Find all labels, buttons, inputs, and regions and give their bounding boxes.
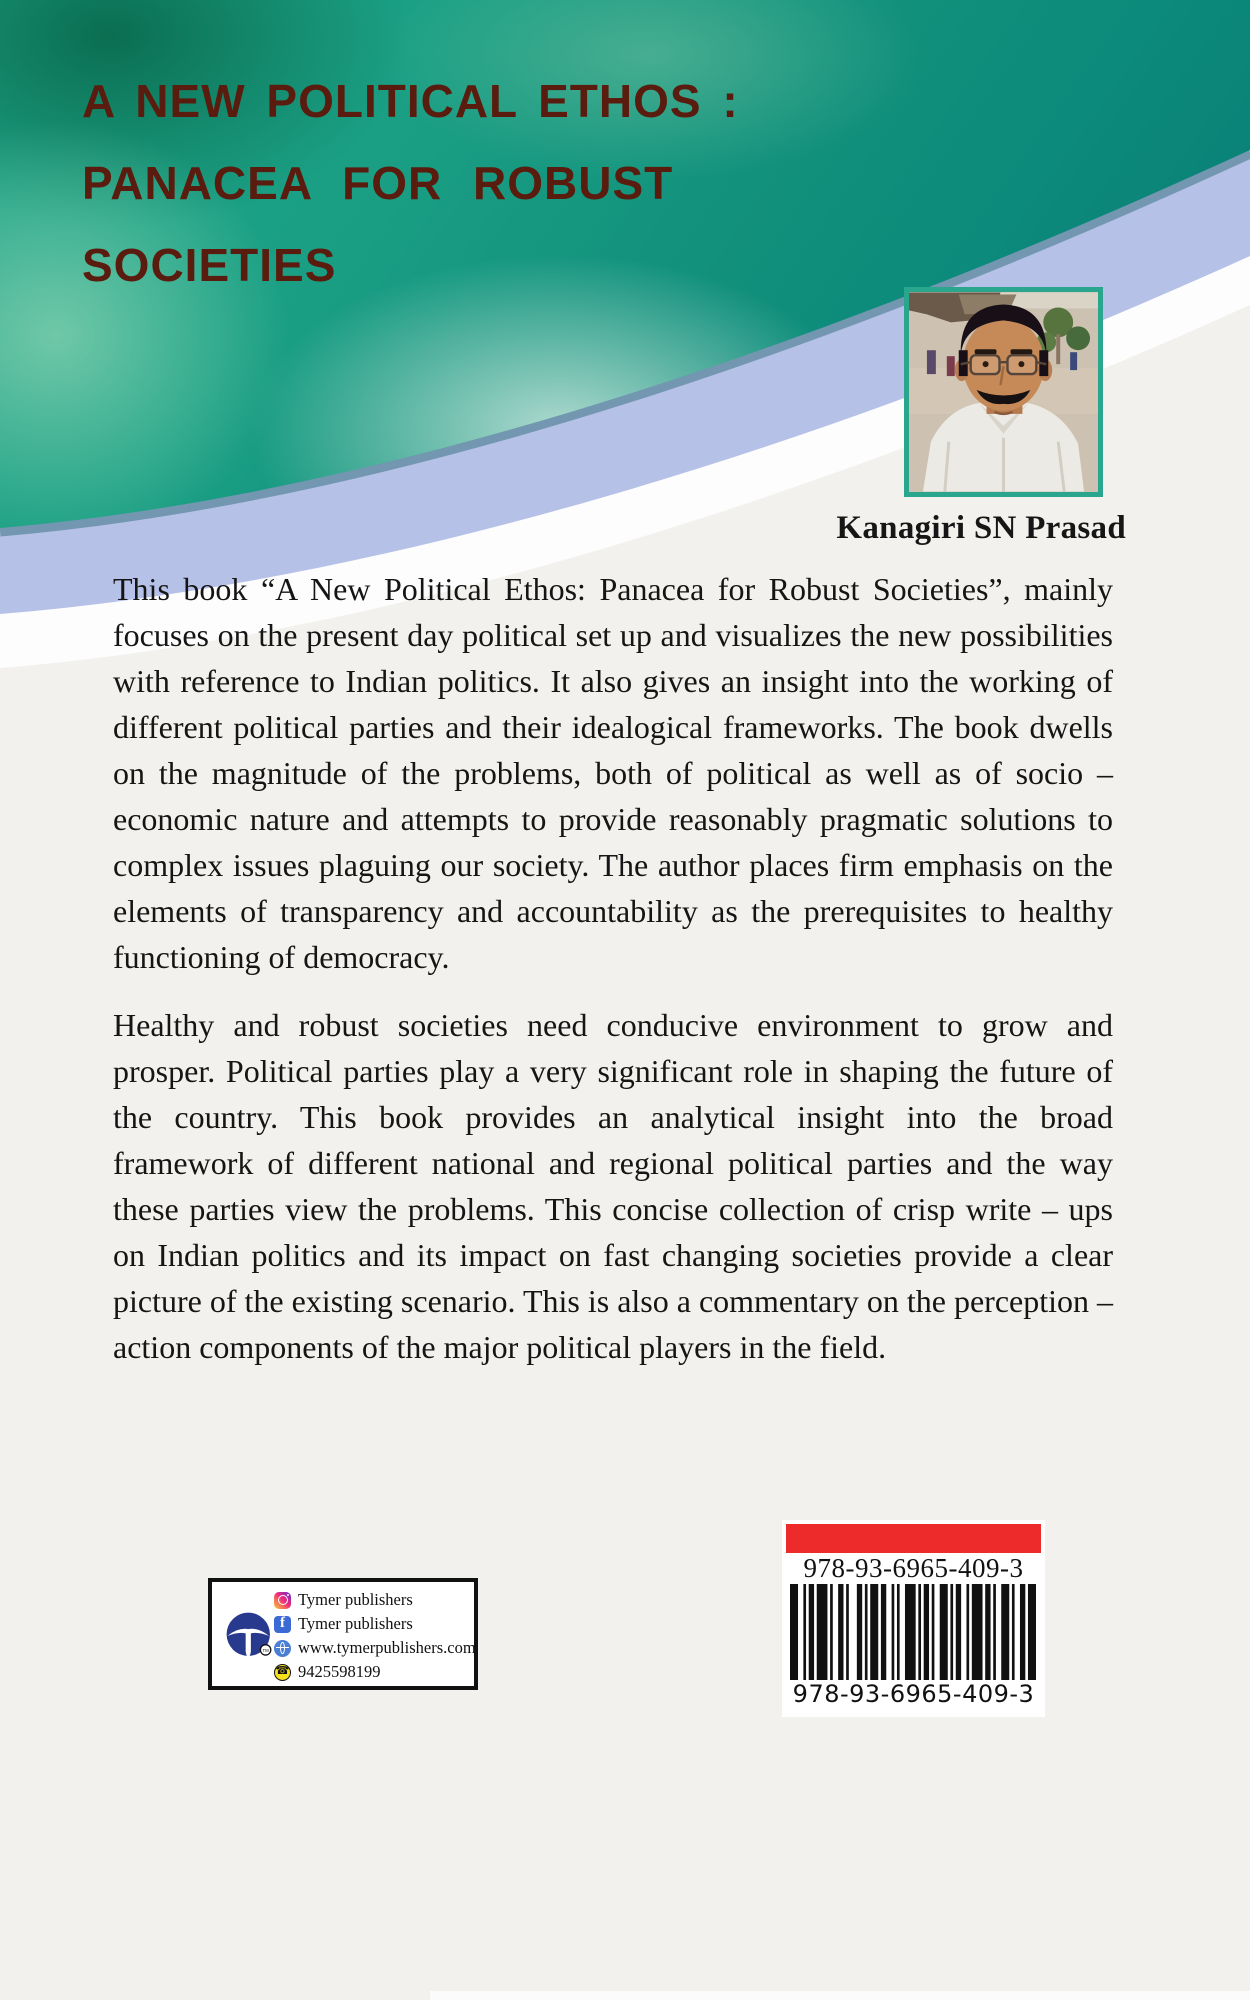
globe-icon [274, 1640, 291, 1657]
tymer-logo [224, 1610, 276, 1662]
isbn-red-bar [786, 1524, 1041, 1553]
synopsis-paragraph-2: Healthy and robust societies need conducive environment to grow and prosper. Political parties play a very significant role in shaping the future of the country. This book provides an analytical insight into the broad framework of different national and regional political parties and the way these parties view the problems. This concise collection of crisp write – ups on Indian politics and its impact on fast changing societies provide a clear picture of the existing scenario. This is also a commentary on the perception – action components of the major political players in the field. [113, 1007, 1114, 1365]
phone-icon [274, 1664, 291, 1681]
isbn-block [782, 1520, 1045, 1717]
barcode [790, 1584, 1036, 1680]
title-line-3: SOCIETIES [82, 239, 337, 291]
publisher-row-instagram [274, 1588, 470, 1612]
bottom-white-strip [430, 1991, 1250, 2000]
publisher-row-website [274, 1636, 476, 1660]
publisher-row-facebook [274, 1612, 470, 1636]
publisher-facebook-handle: Tymer publishers [298, 1614, 413, 1633]
publisher-card [208, 1578, 478, 1690]
synopsis-paragraph-1: This book “A New Political Ethos: Panacea for Robust Societies”, mainly focuses on the present day political set up and visualizes the new possibilities with reference to Indian politics. It also gives an insight into the working of different political parties and their idealogical frameworks. The book dwells on the magnitude of the problems, both of political as well as of socio – economic nature and attempts to provide reasonably pragmatic solutions to complex issues plaguing our society. The author places firm emphasis on the elements of transparency and accountability as the prerequisites to healthy functioning of democracy. [113, 571, 1113, 975]
publisher-row-phone [274, 1660, 470, 1684]
publisher-instagram-handle: Tymer publishers [298, 1590, 413, 1609]
isbn-number-top: 978-93-6965-409-3 [803, 1553, 1024, 1583]
book-title [82, 60, 842, 306]
logo-tm-mark: TM [262, 1648, 269, 1654]
isbn-number-bottom: 978-93-6965-409-3 [792, 1680, 1035, 1708]
author-portrait-graphic [909, 292, 1098, 492]
publisher-phone: 9425598199 [298, 1662, 381, 1681]
author-name: Kanagiri SN Prasad [836, 510, 1126, 546]
instagram-icon [274, 1592, 291, 1609]
title-line-2: PANACEA FOR ROBUST [82, 157, 674, 209]
author-photo [904, 287, 1103, 497]
synopsis [113, 566, 1113, 1392]
facebook-icon [274, 1616, 291, 1633]
publisher-website: www.tymerpublishers.com [298, 1638, 476, 1657]
publisher-contact-rows [274, 1588, 476, 1684]
title-line-1: A NEW POLITICAL ETHOS : [82, 75, 739, 127]
